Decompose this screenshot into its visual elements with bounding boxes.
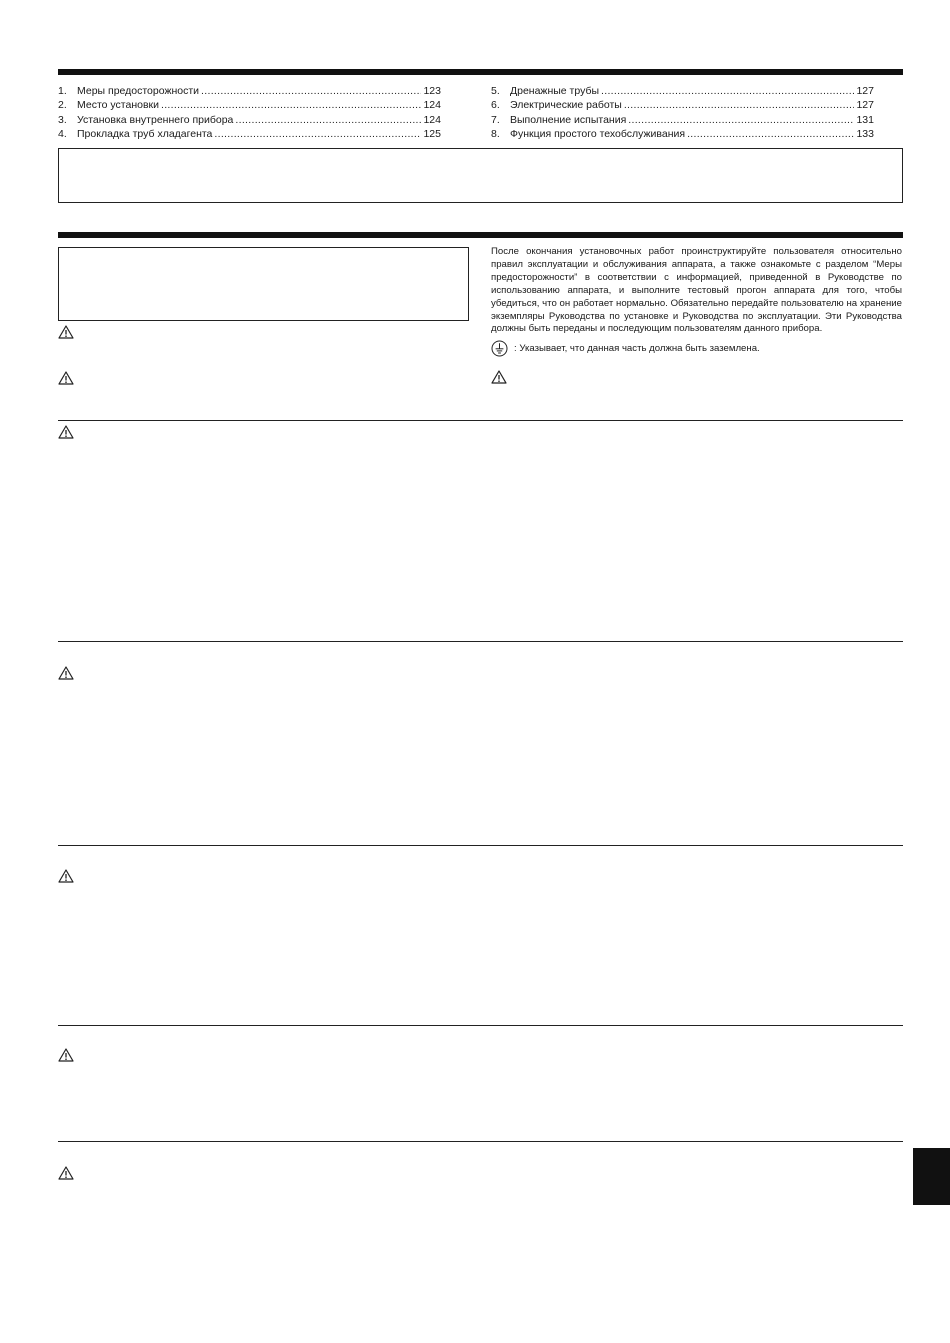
toc-left-column	[58, 84, 441, 141]
section-divider	[58, 420, 903, 421]
section-divider	[58, 641, 903, 642]
section-divider	[58, 1025, 903, 1026]
toc-item-page: 131	[856, 113, 874, 126]
section-divider	[58, 845, 903, 846]
toc-leader-dots	[235, 113, 421, 127]
toc-item-title: Меры предосторожности	[77, 85, 200, 97]
intro-paragraph: После окончания установочных работ проинструктируйте пользователя относительно правил эксплуатации и обслуживания аппарата, а также ознакомьте с разделом “Меры предосторожности” в соответствии с информацией, приведенной в Руководстве по использованию аппарата, и выполните тестовый прогон аппарата для того, чтобы убедиться, что он работает нормально. Обязательно передайте пользователю на хранение экземпляры Руководства по установке и Руководства по эксплуатации. Эти Руководства должны быть переданы и последующим пользователям данного прибора.	[491, 246, 902, 335]
toc-item[interactable]: 6. Электрические работы ..... 127	[491, 98, 874, 112]
precautions-box	[58, 247, 469, 321]
toc-leader-dots	[201, 84, 421, 98]
toc-item-page: 124	[423, 113, 441, 126]
warning-triangle-icon	[58, 1166, 74, 1180]
ground-symbol-icon	[491, 340, 508, 357]
notice-box	[58, 148, 903, 203]
toc-leader-dots	[628, 113, 854, 127]
toc-item[interactable]: 2. Место установки ..... 124	[58, 98, 441, 112]
toc-right-column	[491, 84, 874, 141]
toc-item[interactable]: 1. Меры предосторожности ..... 123	[58, 84, 441, 98]
toc-item-page: 123	[423, 85, 441, 97]
warning-triangle-icon	[58, 666, 74, 680]
warning-triangle-icon	[58, 371, 74, 385]
toc-item-title: Место установки	[77, 99, 159, 112]
toc-item[interactable]: 5. Дренажные трубы ..... 127	[491, 84, 874, 98]
toc-item-title: Электрические работы	[510, 99, 622, 112]
section-header-bar	[58, 232, 903, 238]
toc-item-page: 127	[856, 85, 874, 97]
toc-item-page: 133	[856, 127, 874, 140]
toc-item-page: 124	[423, 99, 441, 112]
toc-item-page: 127	[856, 99, 874, 112]
language-side-tab	[913, 1148, 950, 1205]
toc-item[interactable]: 7. Выполнение испытания ..... 131	[491, 113, 874, 127]
top-header-bar	[58, 69, 903, 75]
toc-item[interactable]: 4. Прокладка труб хладагента ..... 125	[58, 127, 441, 141]
toc-leader-dots	[214, 127, 421, 141]
toc-item[interactable]: 3. Установка внутреннего прибора ..... 124	[58, 113, 441, 127]
ground-note	[491, 340, 760, 357]
toc-leader-dots	[161, 98, 421, 112]
toc-leader-dots	[624, 98, 855, 112]
toc-item-title: Функция простого техобслуживания	[510, 127, 686, 140]
section-divider	[58, 1141, 903, 1142]
toc-item-page: 125	[423, 127, 441, 140]
warning-triangle-icon	[58, 869, 74, 883]
warning-triangle-icon	[58, 1048, 74, 1062]
toc-item-title: Прокладка труб хладагента	[77, 127, 213, 140]
warning-triangle-icon	[491, 370, 507, 384]
toc-item-title: Выполнение испытания	[510, 113, 627, 126]
toc-leader-dots	[687, 127, 854, 141]
toc-item-title: Установка внутреннего прибора	[77, 113, 234, 126]
ground-note-text: : Указывает, что данная часть должна быть заземлена.	[514, 343, 760, 354]
warning-triangle-icon	[58, 425, 74, 439]
toc-item[interactable]: 8. Функция простого техобслуживания ..... 133	[491, 127, 874, 141]
toc-leader-dots	[601, 84, 854, 98]
warning-triangle-icon	[58, 325, 74, 339]
toc-item-title: Дренажные трубы	[510, 85, 600, 97]
